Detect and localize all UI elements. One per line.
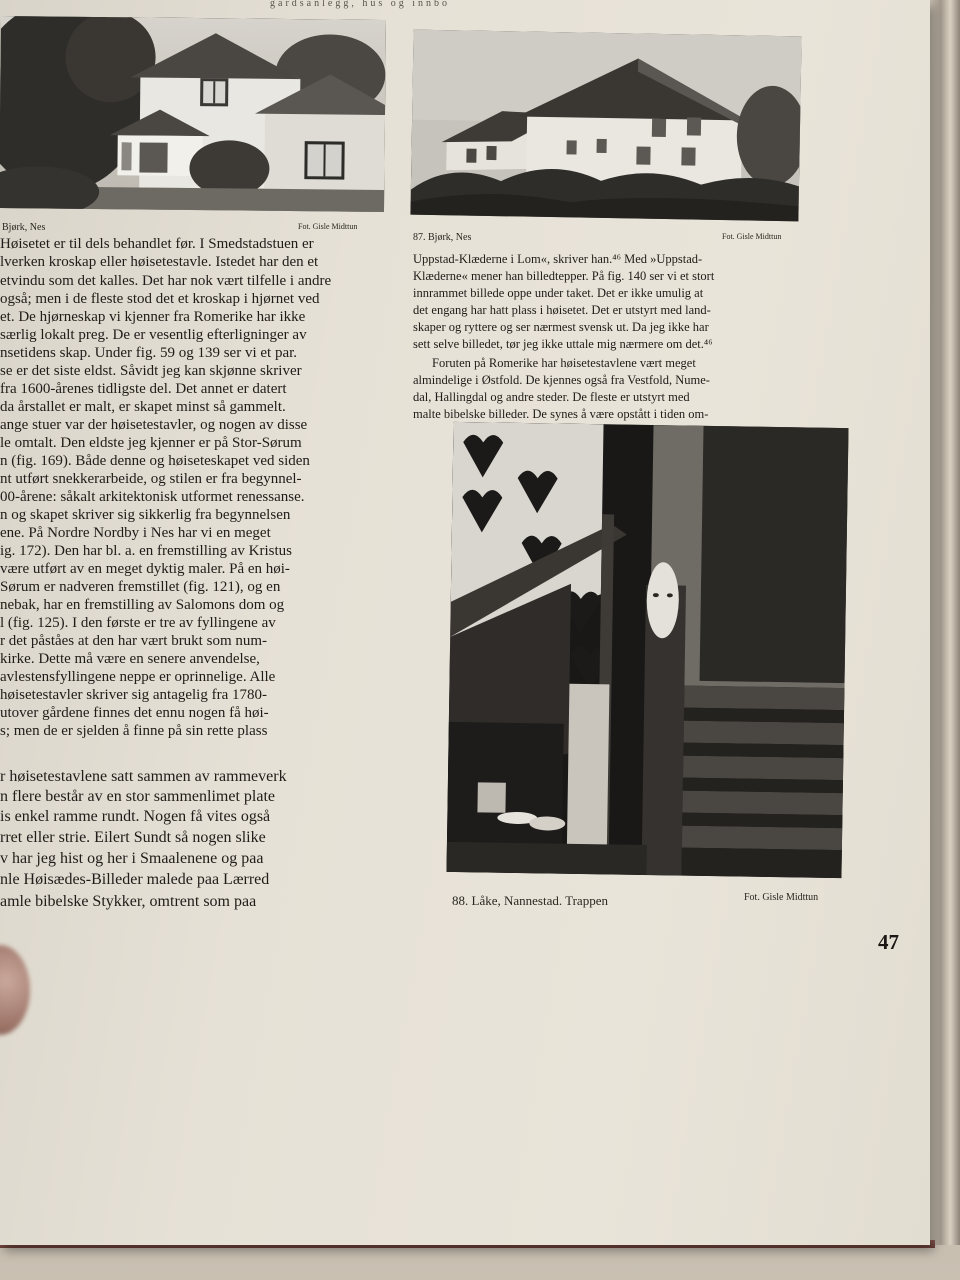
left-line: etvindu som det kalles. Det har nok vært tilfelle i andre [0, 273, 332, 289]
left-line: Sørum er nadveren fremstillet (fig. 121), og en [0, 579, 281, 595]
left-line: også; men i de fleste stod det et kroskap i hjørnet ved [0, 291, 320, 307]
right-line: sett selve billedet, tør jeg ikke uttale mig nærmere om det.⁴⁶ [413, 337, 713, 351]
right-line: innrammet billede oppe under taket. Det er ikke umulig at [413, 286, 704, 300]
left-line: ene. På Nordre Nordby i Nes har vi en meget [0, 525, 271, 541]
left-line: n flere består av en stor sammenlimet plate [0, 788, 276, 805]
left-line: utover gårdene finnes det ennu nogen få høi- [0, 705, 269, 721]
right-line: skaper og ryttere og ser nærmest svensk ut. Da jeg ikke har [413, 320, 709, 334]
left-line: s; men de er sjelden å finne på sin rette plass [0, 723, 268, 739]
left-line: særlig lokalt preg. De er vesentlig efterligninger av [0, 327, 307, 343]
left-line: r høisetestavlene satt sammen av rammeverk [0, 768, 287, 785]
left-line: 00-årene: såkalt arkitektonisk utformet renessanse. [0, 489, 305, 505]
left-line: ig. 172). Den har bl. a. en fremstilling av Kristus [0, 543, 293, 559]
left-line: nsetidens skap. Under fig. 59 og 139 ser vi et par. [0, 345, 298, 361]
left-line: høisetestavler skriver sig antagelig fra 1780- [0, 687, 267, 703]
left-line: nle Høisædes-Billeder malede paa Lærred [0, 871, 270, 888]
left-line: se er det siste eldst. Såvidt jeg kan skjønne skriver [0, 363, 302, 379]
right-line: almindelige i Østfold. De kjennes også fra Vestfold, Nume- [413, 373, 710, 387]
fig86-caption: Bjørk, Nes [2, 222, 46, 233]
book-cover-edge [928, 0, 960, 1245]
fig88-credit: Fot. Gisle Midttun [744, 892, 819, 903]
left-line: da årstallet er malt, er skapet minst så gammelt. [0, 399, 286, 415]
running-head: gardsanlegg, hus og innbo [270, 0, 450, 9]
left-line: avlestensfyllingene neppe er oprinnelige. Alle [0, 669, 276, 685]
photo-house-bjork-porch [0, 16, 386, 212]
left-line: være utført av en meget dyktig maler. På en høi- [0, 561, 290, 577]
left-line: nebak, har en fremstilling av Salomons dom og [0, 597, 285, 613]
left-line: Høisetet er til dels behandlet før. I Smedstadstuen er [0, 236, 314, 252]
left-line: fra 1600-årenes tidligste del. Det annet er datert [0, 381, 287, 397]
left-line: is enkel ramme rundt. Nogen få vites også [0, 808, 271, 825]
fig86-credit: Fot. Gisle Midttun [298, 222, 358, 231]
left-line: r det påståes at den har vært brukt som num- [0, 633, 268, 649]
right-line: Uppstad-Klæderne i Lom«, skriver han.⁴⁶ Med »Uppstad- [413, 252, 703, 266]
left-line: n og skapet skriver sig sikkerlig fra begynnelsen [0, 507, 291, 523]
left-line: kirke. Dette må være en senere anvendelse, [0, 651, 260, 667]
photo-farmhouse-bjork [410, 30, 801, 222]
left-line: amle bibelske Stykker, omtrent som paa [0, 893, 257, 910]
left-line: rret eller strie. Eilert Sundt så nogen slike [0, 829, 266, 846]
right-line: dal, Hallingdal og andre steder. De fleste er utstyrt med [413, 390, 690, 404]
fig87-credit: Fot. Gisle Midttun [722, 232, 782, 241]
left-line: l (fig. 125). I den første er tre av fyllingene av [0, 615, 276, 631]
right-line: malte bibelske billeder. De synes å være opstått i tiden om- [413, 407, 709, 421]
page-number: 47 [878, 930, 899, 954]
right-line: Klæderne« mener han billedtepper. På fig. 140 ser vi et stort [413, 269, 715, 283]
left-line: et. De hjørneskap vi kjenner fra Romerike har ikke [0, 309, 306, 325]
left-line: le omtalt. Den eldste jeg kjenner er på Stor-Sørum [0, 435, 302, 451]
fig88-caption: 88. Låke, Nannestad. Trappen [452, 893, 608, 908]
fig87-caption: 87. Bjørk, Nes [413, 232, 472, 243]
right-line: det engang har hatt plass i høisetet. Det er utstyrt med land- [413, 303, 711, 317]
left-line: ange stuer var der høisetestavler, og nogen av disse [0, 417, 308, 433]
photo-staircase-lake [446, 422, 848, 878]
left-line: nt utført snekkerarbeide, og stilen er fra begynnel- [0, 471, 302, 487]
left-line: lverken kroskap eller høisetestavle. Istedet har den et [0, 254, 319, 270]
left-line: n (fig. 169). Både denne og høiseteskapet ved siden [0, 453, 310, 469]
left-line: v har jeg hist og her i Smaalenene og paa [0, 850, 264, 867]
right-line: Foruten på Romerike har høisetestavlene vært meget [432, 356, 696, 370]
